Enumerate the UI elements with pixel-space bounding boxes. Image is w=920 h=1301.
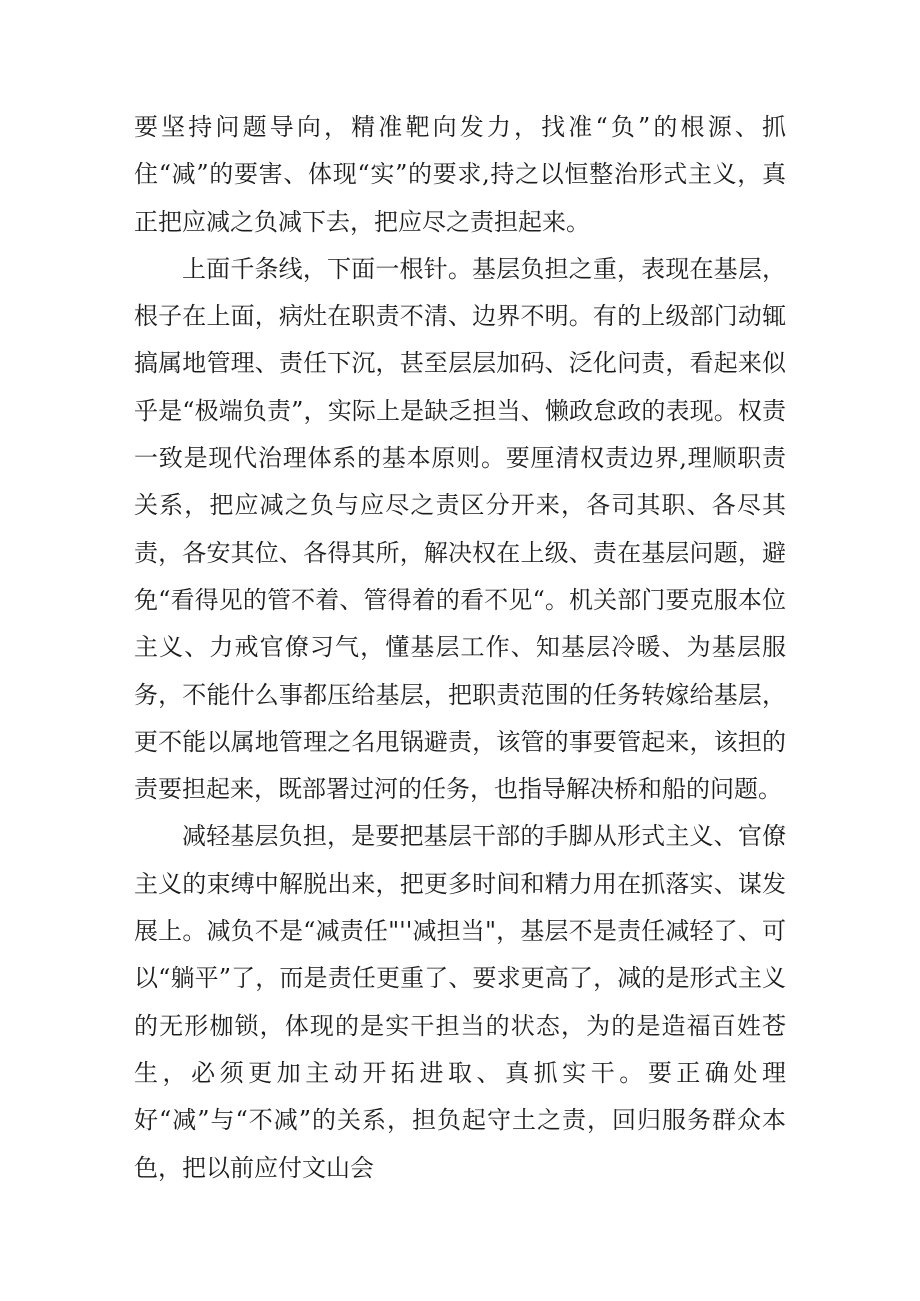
paragraph-1: 要坚持问题导向，精准靶向发力，找准“负”的根源、抓住“减”的要害、体现“实”的要求,持之以恒整治形式主义，真正把应减之负减下去，把应尽之责担起来。 [134, 113, 786, 236]
paragraph-2: 上面千条线，下面一根针。基层负担之重，表现在基层，根子在上面，病灶在职责不清、边界不明。有的上级部门动辄搞属地管理、责任下沉，甚至层层加码、泛化问责，看起来似乎是“极端负责”，实际上是缺乏担当、懒政怠政的表现。权责一致是现代治理体系的基本原则。要厘清权责边界,理顺职责关系，把应减之负与应尽之责区分开来，各司其职、各尽其责，各安其位、各得其所，解决权在上级、责在基层问题，避免“看得见的管不着、管得着的看不见“。机关部门要克服本位主义、力戒官僚习气，懂基层工作、知基层冷暖、为基层服务，不能什么事都压给基层，把职责范围的任务转嫁给基层，更不能以属地管理之名甩锅避责，该管的事要管起来，该担的责要担起来，既部署过河的任务，也指导解决桥和船的问题。 [134, 254, 786, 804]
paragraph-3: 减轻基层负担，是要把基层干部的手脚从形式主义、官僚主义的束缚中解脱出来，把更多时间和精力用在抓落实、谋发展上。减负不是“减责任"''减担当"，基层不是责任减轻了、可以“躺平”了，而是责任更重了、要求更高了，减的是形式主义的无形枷锁，体现的是实干担当的状态，为的是造福百姓苍生，必须更加主动开拓进取、真抓实干。要正确处理好“减”与“不减”的关系，担负起守土之责，回归服务群众本色，把以前应付文山会 [134, 822, 786, 1182]
document-body [134, 104, 786, 1192]
